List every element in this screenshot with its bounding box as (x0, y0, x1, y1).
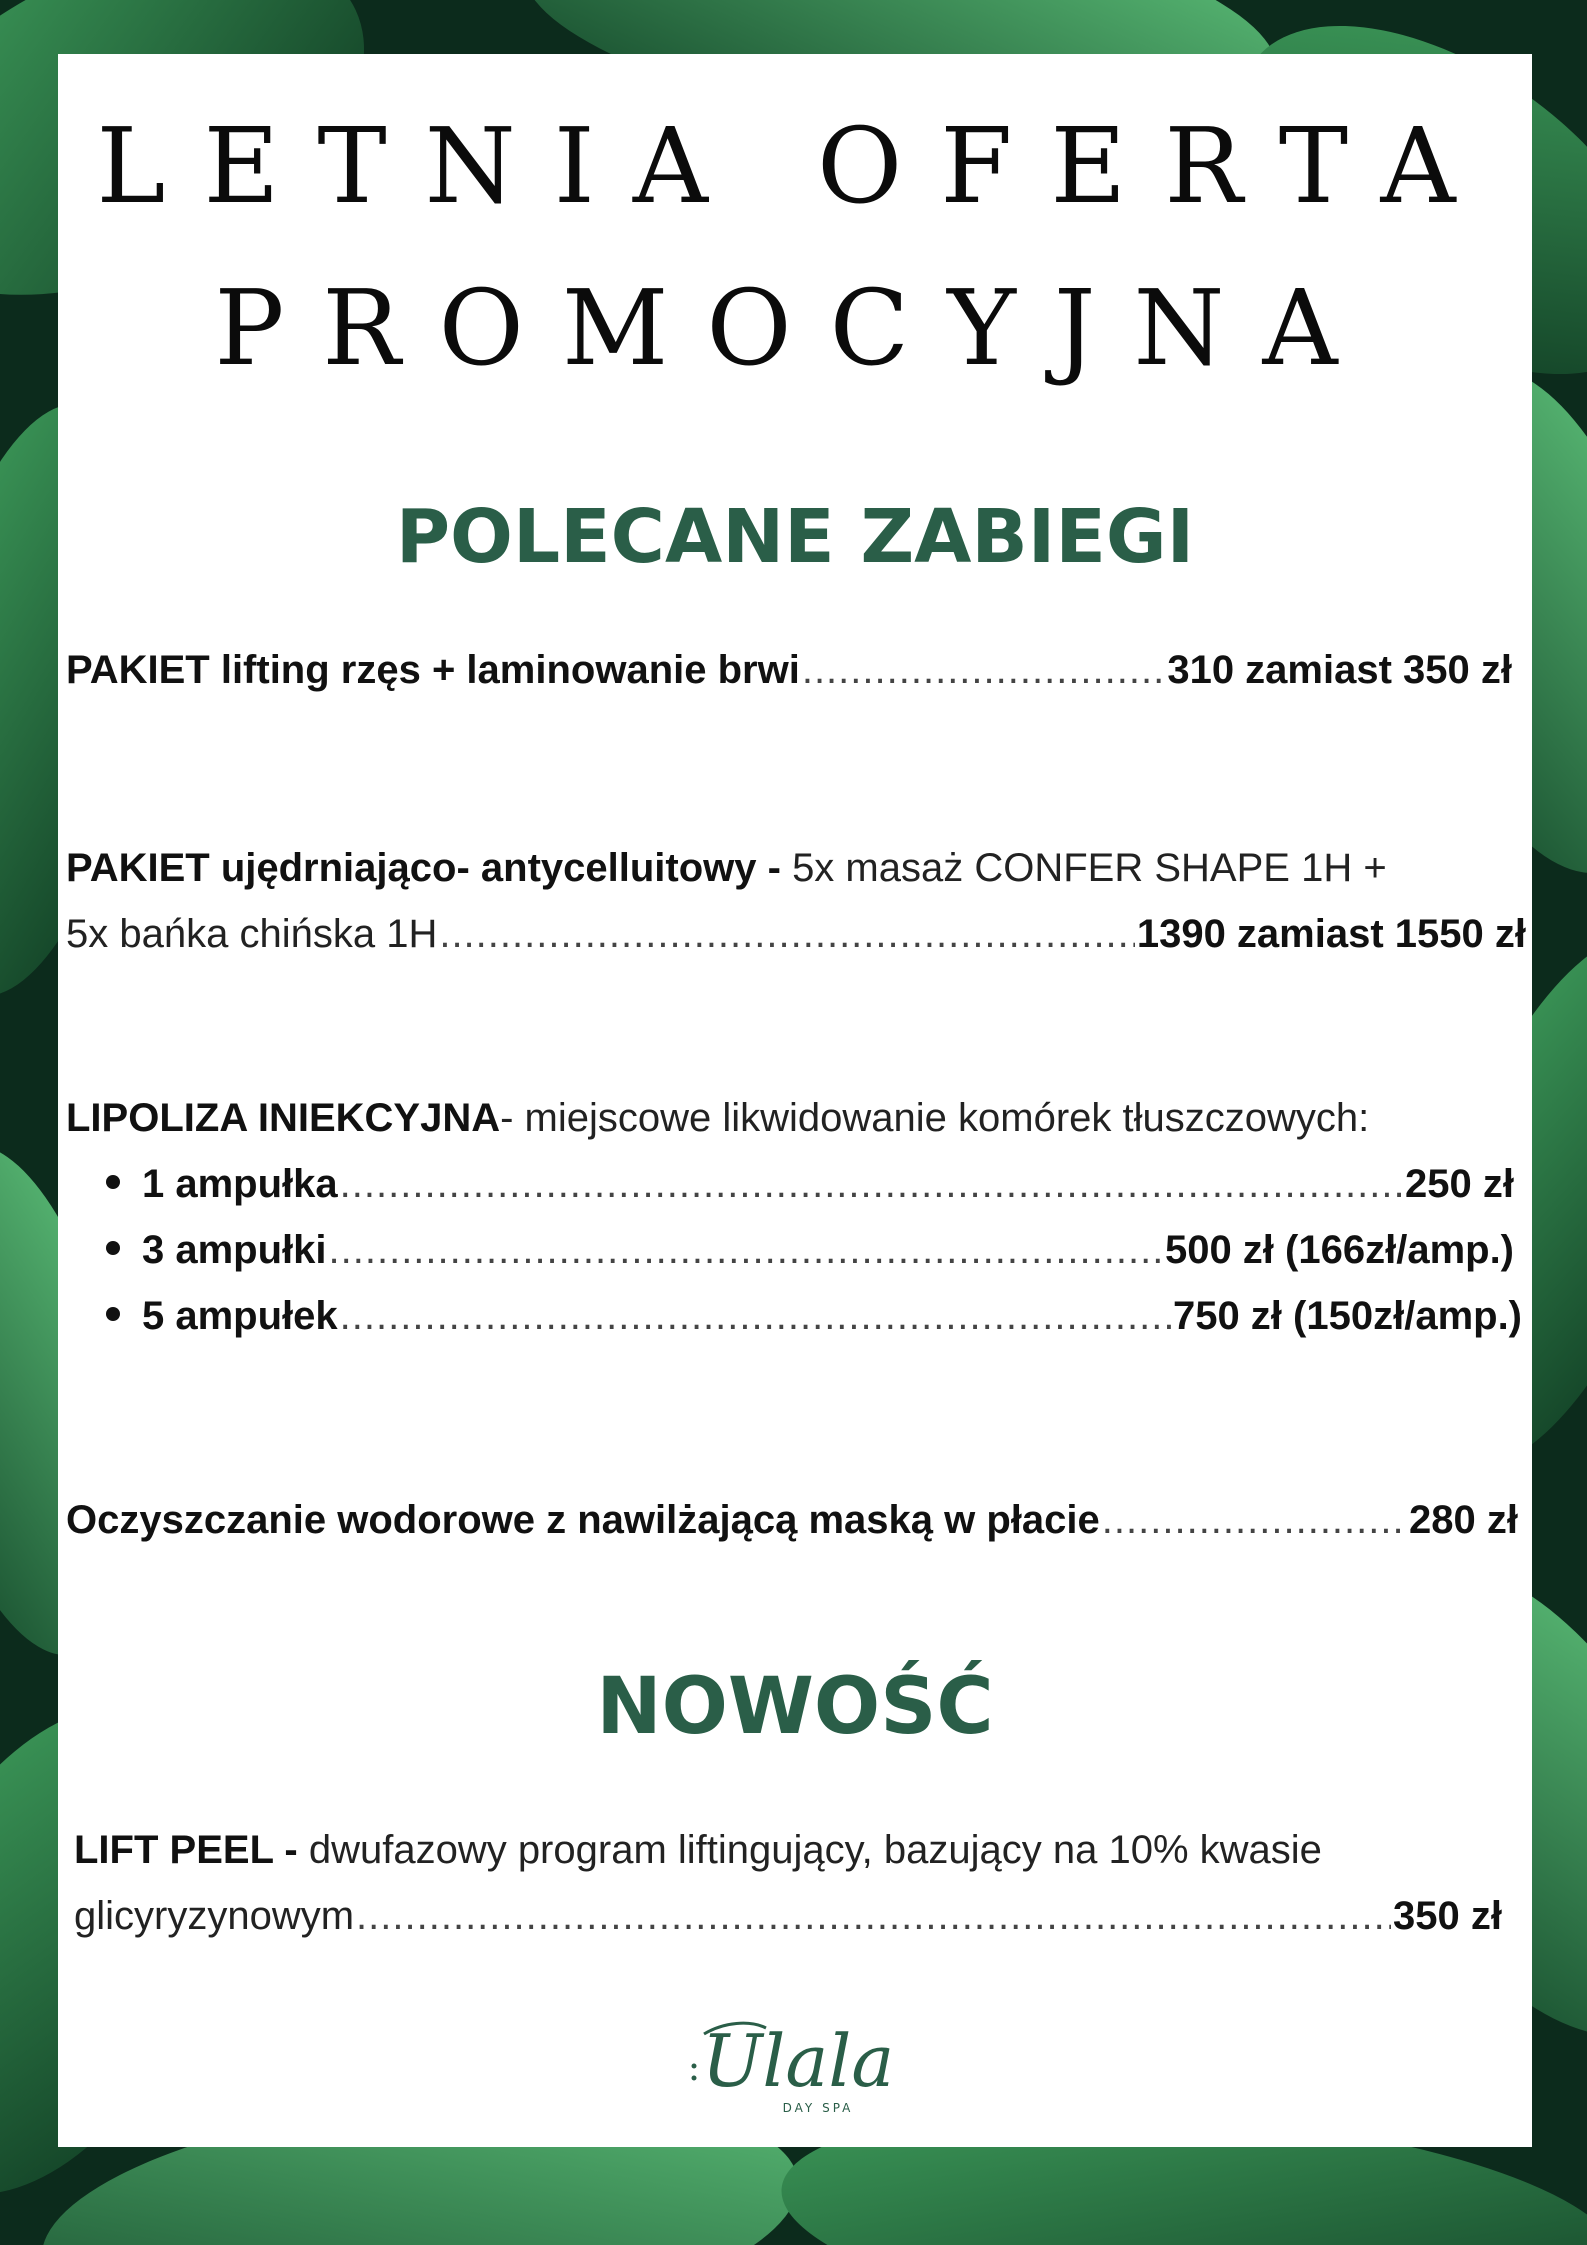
offer-price: 280 zł (1409, 1498, 1518, 1542)
offer-description: 5x bańka chińska 1H (66, 912, 438, 956)
offer-name: PAKIET lifting rzęs + laminowanie brwi (66, 648, 800, 692)
offer-firming-line2 (66, 914, 1526, 954)
item-price: 250 zł (1405, 1162, 1514, 1206)
offer-lash-brow (66, 650, 1512, 690)
logo-wordmark: Ulala (701, 2019, 895, 2103)
offer-price: 350 zł (1393, 1894, 1502, 1938)
offer-description: 5x masaż CONFER SHAPE 1H + (792, 846, 1387, 890)
dot-leader (1102, 1500, 1407, 1540)
new-offer-line2 (74, 1896, 1502, 1936)
offer-hydrogen (66, 1500, 1518, 1540)
page-title-line1: LETNIA OFERTA (96, 105, 1494, 227)
offer-price: 310 zamiast 350 zł (1167, 648, 1512, 692)
item-label: 1 ampułka (142, 1162, 338, 1206)
offer-separator: - (273, 1828, 309, 1872)
offer-lipoliza-header (66, 1098, 1369, 1138)
offer-name: PAKIET ujędrniająco- antycelluitowy (66, 846, 757, 890)
item-price: 500 zł (166zł/amp.) (1164, 1228, 1514, 1272)
dot-leader (340, 1164, 1403, 1204)
page-title-line2: PROMOCYJNA (214, 267, 1376, 389)
item-label: 3 ampułki (142, 1228, 327, 1272)
bullet-icon (106, 1307, 120, 1321)
offer-separator: - (756, 846, 793, 890)
offer-description: - miejscowe likwidowanie komórek tłuszczowych: (500, 1096, 1370, 1140)
item-price: 750 zł (150zł/amp.) (1172, 1294, 1522, 1338)
dot-leader (802, 650, 1166, 690)
logo-tagline: DAY SPA (782, 2101, 854, 2115)
bullet-icon (106, 1241, 120, 1255)
list-item (106, 1164, 1514, 1204)
ulala-logo (58, 1982, 1532, 2122)
offer-card (58, 54, 1532, 2147)
offer-price: 1390 zamiast 1550 zł (1136, 912, 1526, 956)
dot-leader (439, 914, 1135, 954)
new-offer-line1 (74, 1830, 1322, 1870)
section-heading-new: NOWOŚĆ (596, 1662, 994, 1752)
section-heading-recommended: POLECANE ZABIEGI (395, 494, 1195, 580)
offer-name: LIPOLIZA INIEKCYJNA (66, 1096, 501, 1140)
item-label: 5 ampułek (142, 1294, 338, 1338)
list-item (106, 1230, 1514, 1270)
dot-leader (356, 1896, 1391, 1936)
offer-description: dwufazowy program liftingujący, bazujący na 10% kwasie (308, 1828, 1322, 1872)
offer-firming-line1 (66, 848, 1387, 888)
dot-leader (329, 1230, 1163, 1270)
list-item (106, 1296, 1522, 1336)
bullet-icon (106, 1175, 120, 1189)
offer-description: glicyryzynowym (74, 1894, 355, 1938)
dot-leader (340, 1296, 1171, 1336)
offer-name: LIFT PEEL (74, 1828, 274, 1872)
offer-name: Oczyszczanie wodorowe z nawilżającą maską w płacie (66, 1498, 1100, 1542)
